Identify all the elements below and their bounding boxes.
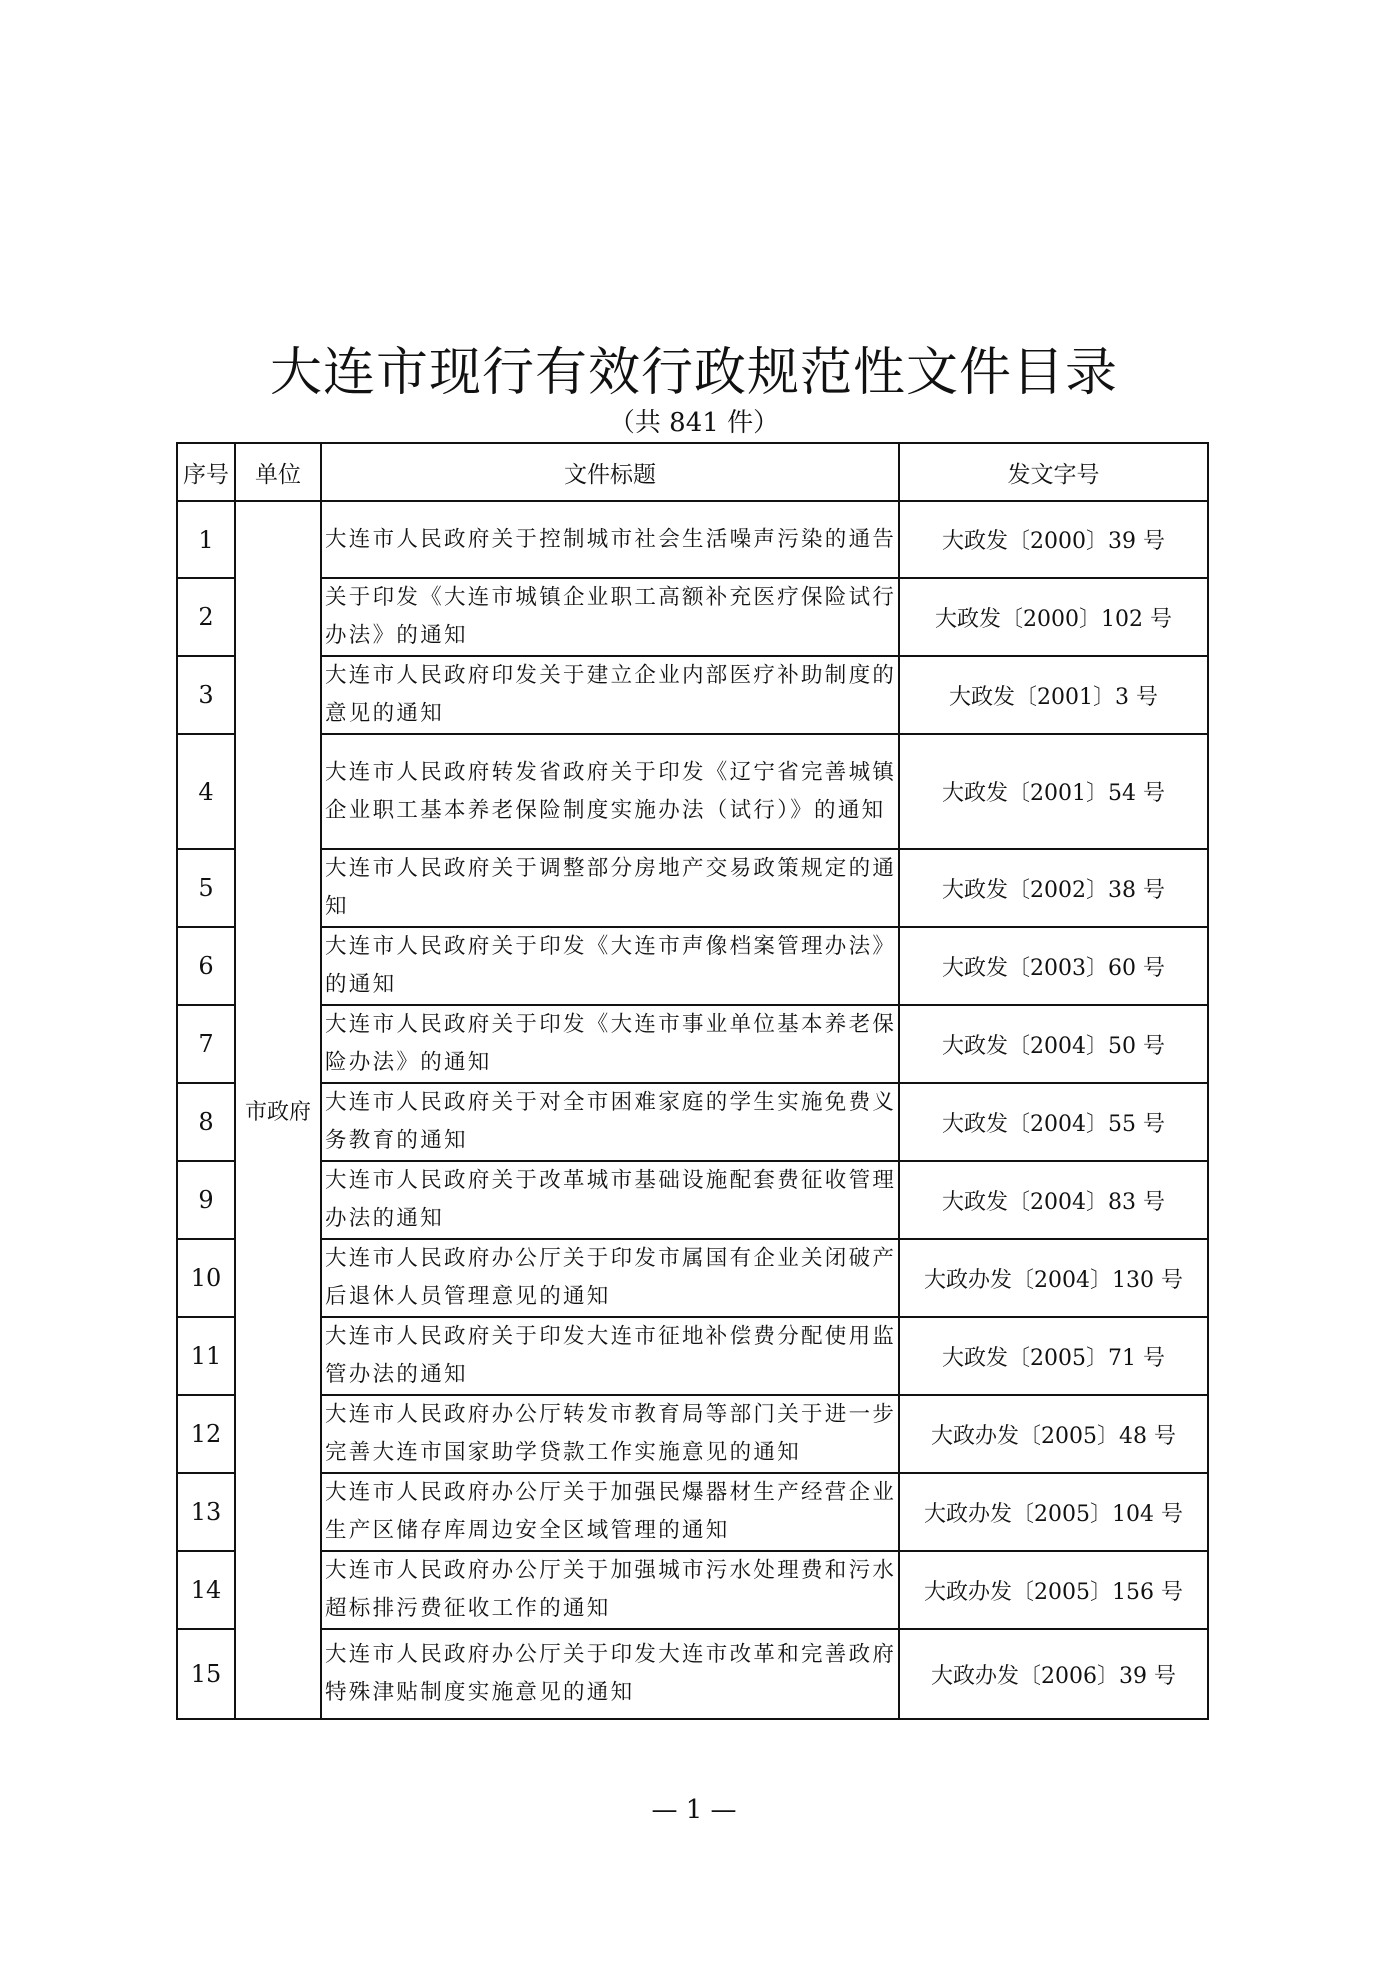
row-ref: 大政发〔2000〕102 号 [899,578,1208,656]
row-title: 大连市人民政府办公厅关于印发大连市改革和完善政府特殊津贴制度实施意见的通知 [321,1629,899,1719]
row-title: 大连市人民政府转发省政府关于印发《辽宁省完善城镇企业职工基本养老保险制度实施办法（试行）》的通知 [321,734,899,849]
row-no: 6 [177,927,235,1005]
table-row [177,1551,1208,1629]
table-row [177,927,1208,1005]
row-no: 10 [177,1239,235,1317]
row-title: 关于印发《大连市城镇企业职工高额补充医疗保险试行办法》的通知 [321,578,899,656]
header-no: 序号 [177,443,235,501]
header-unit: 单位 [235,443,321,501]
row-ref: 大政发〔2001〕3 号 [899,656,1208,734]
row-ref: 大政发〔2005〕71 号 [899,1317,1208,1395]
table-row [177,1083,1208,1161]
table-row [177,656,1208,734]
row-no: 8 [177,1083,235,1161]
row-no: 12 [177,1395,235,1473]
row-ref: 大政发〔2000〕39 号 [899,501,1208,578]
row-title: 大连市人民政府关于调整部分房地产交易政策规定的通知 [321,849,899,927]
document-catalog-table [176,442,1209,1720]
header-title: 文件标题 [321,443,899,501]
row-title: 大连市人民政府关于印发大连市征地补偿费分配使用监管办法的通知 [321,1317,899,1395]
table-row [177,734,1208,849]
row-no: 15 [177,1629,235,1719]
row-ref: 大政办发〔2004〕130 号 [899,1239,1208,1317]
page-number: — 1 — [651,1795,737,1825]
unit-cell: 市政府 [235,501,321,1719]
row-no: 14 [177,1551,235,1629]
row-title: 大连市人民政府办公厅转发市教育局等部门关于进一步完善大连市国家助学贷款工作实施意见的通知 [321,1395,899,1473]
table-row [177,1005,1208,1083]
row-ref: 大政办发〔2005〕48 号 [899,1395,1208,1473]
row-ref: 大政发〔2001〕54 号 [899,734,1208,849]
row-ref: 大政发〔2004〕55 号 [899,1083,1208,1161]
row-no: 1 [177,501,235,578]
table-row [177,1161,1208,1239]
row-title: 大连市人民政府办公厅关于加强民爆器材生产经营企业生产区储存库周边安全区域管理的通知 [321,1473,899,1551]
row-ref: 大政办发〔2006〕39 号 [899,1629,1208,1719]
row-title: 大连市人民政府办公厅关于印发市属国有企业关闭破产后退休人员管理意见的通知 [321,1239,899,1317]
row-title: 大连市人民政府办公厅关于加强城市污水处理费和污水超标排污费征收工作的通知 [321,1551,899,1629]
row-title: 大连市人民政府关于控制城市社会生活噪声污染的通告 [321,501,899,578]
row-ref: 大政发〔2004〕83 号 [899,1161,1208,1239]
row-title: 大连市人民政府关于印发《大连市声像档案管理办法》的通知 [321,927,899,1005]
table-row [177,1395,1208,1473]
table-header-row [177,443,1208,501]
row-ref: 大政发〔2004〕50 号 [899,1005,1208,1083]
table-row [177,1629,1208,1719]
row-no: 9 [177,1161,235,1239]
row-ref: 大政办发〔2005〕156 号 [899,1551,1208,1629]
row-ref: 大政发〔2002〕38 号 [899,849,1208,927]
row-ref: 大政发〔2003〕60 号 [899,927,1208,1005]
row-title: 大连市人民政府关于改革城市基础设施配套费征收管理办法的通知 [321,1161,899,1239]
row-no: 13 [177,1473,235,1551]
row-title: 大连市人民政府关于对全市困难家庭的学生实施免费义务教育的通知 [321,1083,899,1161]
table-row [177,1239,1208,1317]
row-no: 7 [177,1005,235,1083]
table-row [177,849,1208,927]
row-no: 4 [177,734,235,849]
row-ref: 大政办发〔2005〕104 号 [899,1473,1208,1551]
table-row [177,501,1208,578]
row-no: 11 [177,1317,235,1395]
table-row [177,578,1208,656]
document-count: （共 841 件） [608,408,780,438]
document-title: 大连市现行有效行政规范性文件目录 [269,343,1118,403]
row-title: 大连市人民政府印发关于建立企业内部医疗补助制度的意见的通知 [321,656,899,734]
table-row [177,1317,1208,1395]
header-ref: 发文字号 [899,443,1208,501]
row-no: 3 [177,656,235,734]
row-title: 大连市人民政府关于印发《大连市事业单位基本养老保险办法》的通知 [321,1005,899,1083]
table-row [177,1473,1208,1551]
row-no: 5 [177,849,235,927]
row-no: 2 [177,578,235,656]
